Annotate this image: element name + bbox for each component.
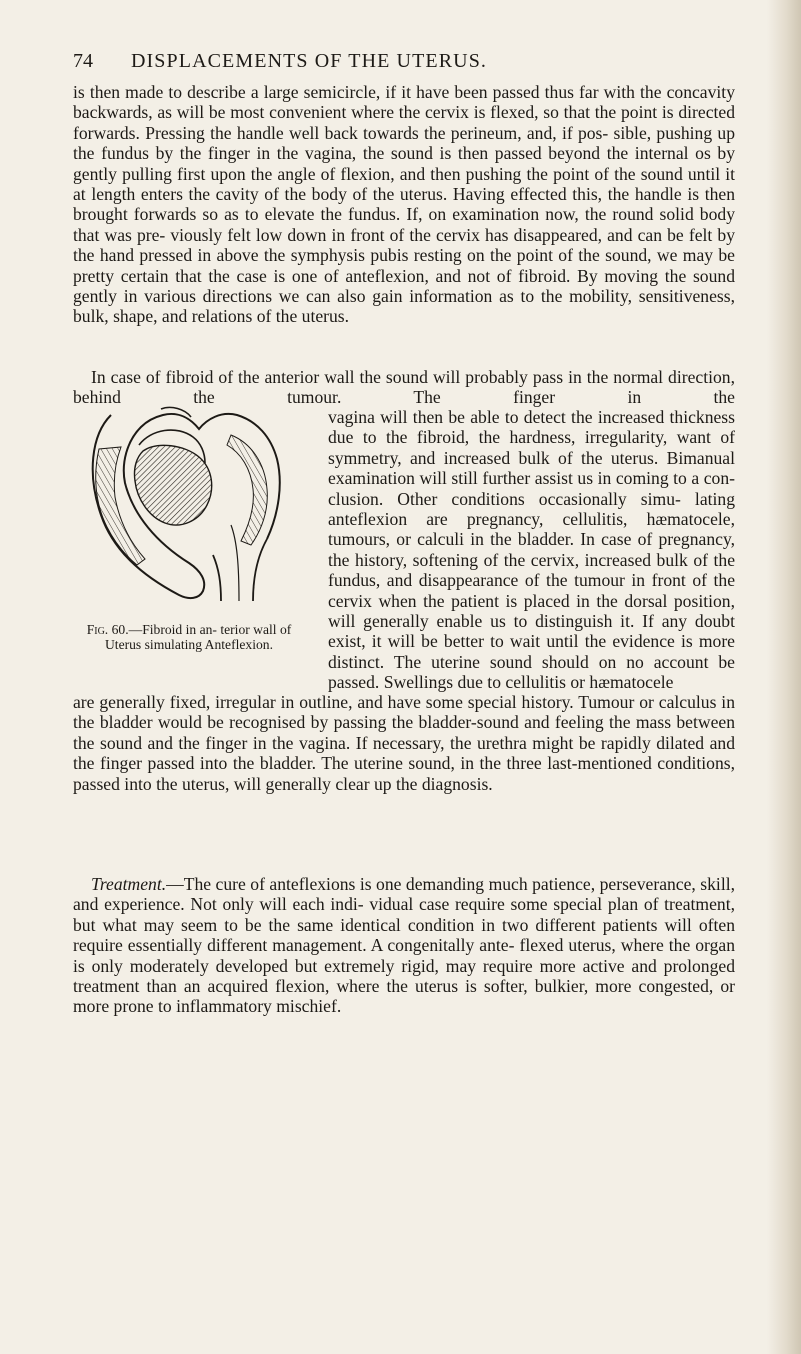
treatment-text: —The cure of anteflexions is one demanding much patience, perseverance, skill, and experience. Not only will each indi- vidual case require some special plan of treatment, but what may seem to be the same identical condition in two different patients will often require essentially different management. A congenitally ante- flexed uterus, where the organ is only moderately developed but extremely rigid, may require more active and prolonged treatment than an acquired flexion, where the uterus is softer, bulkier, more congested, or more prone to inflammatory mischief.: [73, 874, 735, 1017]
treatment-heading: Treatment.: [91, 874, 167, 894]
page-number: 74: [73, 50, 93, 72]
paragraph-diagnosis-continued: are generally fixed, irregular in outline, and have some special history. Tumour or calculus in the bladder would be recognised by passing the bladder-sound and feeling the mass between the sound and the finger in the vagina. If necessary, the urethra might be rapidly dilated and the finger passed into the bladder. The uterine sound, in the three last-mentioned conditions, passed into the uterus, will generally clear up the diagnosis.: [73, 692, 735, 794]
paragraph-fibroid-intro: In case of fibroid of the anterior wall the sound will probably pass in the normal direction, behind the tumour. The finger in the: [73, 367, 735, 408]
chapter-title: DISPLACEMENTS OF THE UTERUS.: [131, 50, 488, 72]
paragraph-treatment: [73, 874, 735, 1017]
running-header: [73, 50, 713, 76]
figure-caption: [73, 622, 305, 652]
page-edge-shadow: [767, 0, 801, 1354]
paragraph-differential-diagnosis: vagina will then be able to detect the increased thickness due to the fibroid, the hardness, irregularity, want of symmetry, and increased bulk of the uterus. Bimanual examination will still further assist us in coming to a con- clusion. Other conditions occasionally simu- lating anteflexion are pregnancy, cellulitis, hæmatocele, tumours, or calculi in the bladder. In case of pregnancy, the history, softening of the cervix, increased bulk of the fundus, and disappearance of the tumour in front of the cervix when the patient is placed in the dorsal position, will generally enable us to distinguish it. If any doubt exist, it will be better to wait until the evidence is more distinct. The uterine sound should on no account be passed. Swellings due to cellulitis or hæmatocele: [328, 407, 735, 693]
figure-caption-text: —Fibroid in an- terior wall of Uterus simulating Anteflexion.: [104, 622, 292, 652]
figure-label: Fig. 60.: [86, 622, 129, 637]
figure-60-illustration: [73, 405, 309, 710]
paragraph-sound-manipulation: is then made to describe a large semicircle, if it have been passed thus far with the concavity backwards, as will be most convenient where the cervix is flexed, so that the point is directed forwards. Pressing the handle well back towards the perineum, and, if pos- sible, pushing up the fundus by the finger in the vagina, the sound is then passed beyond the internal os by gently pulling first upon the angle of flexion, and then pushing the point of the sound until it at length enters the cavity of the body of the uterus. Having effected this, the handle is then brought forwards so as to elevate the fundus. If, on examination now, the round solid body that was pre- viously felt low down in front of the cervix has disappeared, and can be felt by the hand pressed in above the symphysis pubis resting on the point of the sound, we may be pretty certain that the case is one of anteflexion, and not of fibroid. By moving the sound gently in various directions we can also gain information as to the mobility, sensitiveness, bulk, shape, and relations of the uterus.: [73, 82, 735, 327]
uterus-anteflexion-drawing: [81, 405, 307, 615]
